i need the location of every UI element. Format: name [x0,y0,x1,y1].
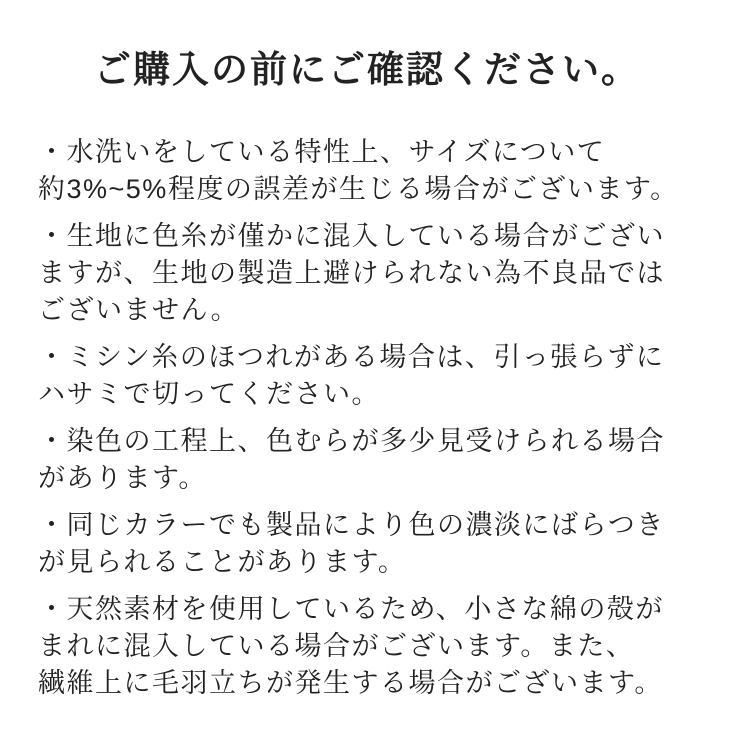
notice-line: ・染色の工程上、色むらが多少見受けられる場合 [38,426,665,456]
notice-line: ・天然素材を使用しているため、小さな綿の殻が [38,594,664,624]
notice-line: ・ミシン糸のほつれがある場合は、引っ張らずに [38,342,665,372]
notice-line: が見られることがあります。 [38,547,407,577]
notice-item-natural-material [38,591,696,702]
notice-line: 繊維上に毛羽立ちが発生する場合がございます。 [38,668,663,698]
notice-item-color-shade-variation [38,507,696,581]
notice-line: ・同じカラーでも製品により色の濃淡にばらつき [38,510,665,540]
notice-line: ハサミで切ってください。 [38,379,380,409]
notice-line: ございません。 [38,295,240,325]
notice-item-loose-thread [38,339,696,413]
notice-list [38,134,696,702]
notice-line: まれに混入している場合がございます。また、 [38,631,635,661]
notice-line: ・生地に色糸が僅かに混入している場合がござい [38,221,665,251]
notice-line: 約3%~5%程度の誤差が生じる場合がございます。 [38,174,679,204]
notice-line: ますが、生地の製造上避けられない為不良品では [38,258,665,288]
notice-item-colored-thread [38,218,696,329]
notice-line: ・水洗いをしている特性上、サイズについて [38,137,606,167]
notice-item-size-variation [38,134,696,208]
notice-line: があります。 [38,463,207,493]
notice-item-dye-unevenness [38,423,696,497]
page-title: ご購入の前にご確認ください。 [94,49,640,90]
